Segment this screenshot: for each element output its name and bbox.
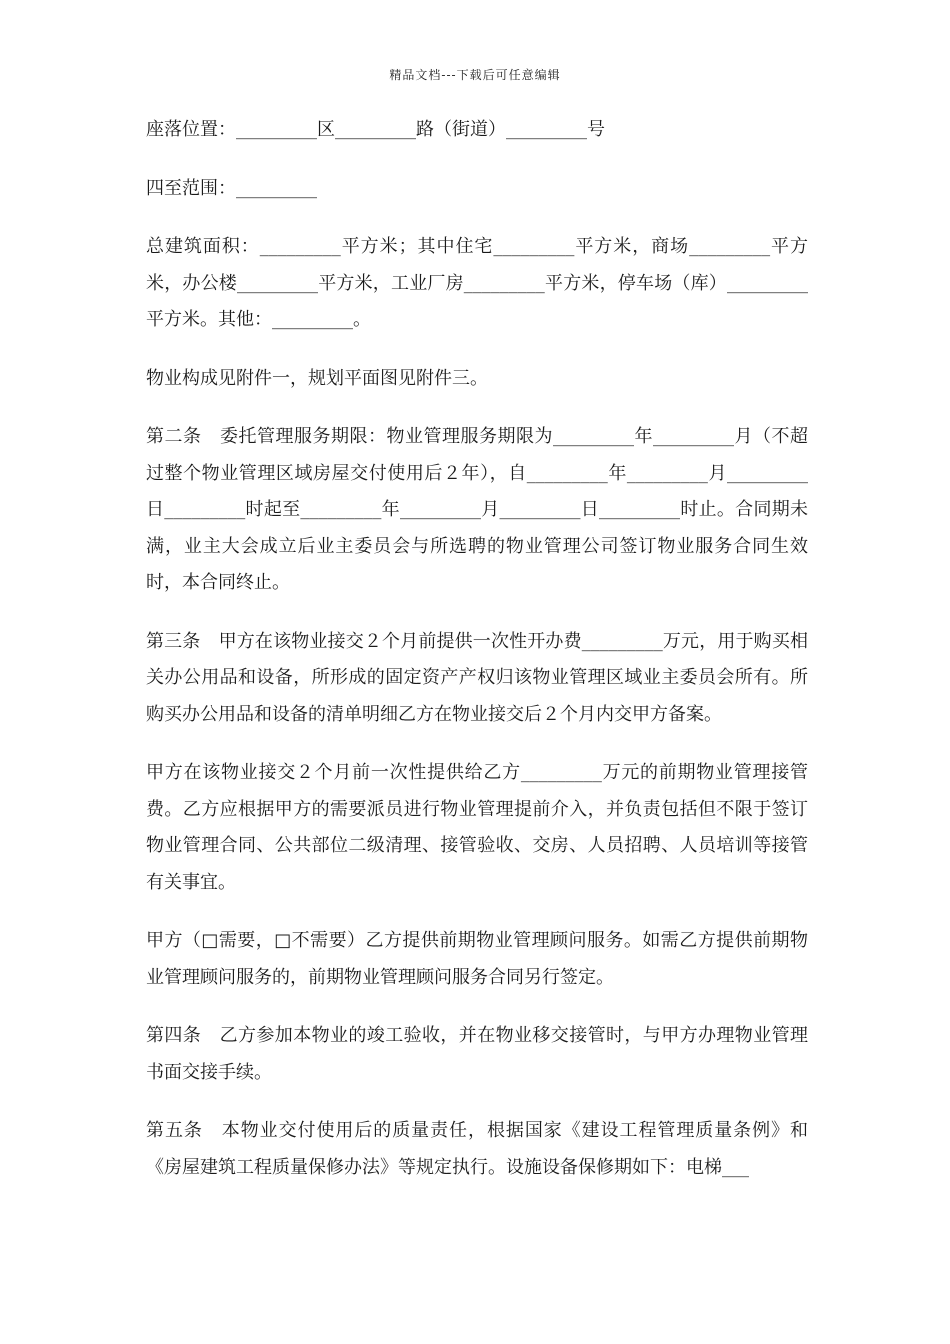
page-header: 精品文档---下载后可任意编辑 — [389, 68, 561, 82]
article-2-paragraph: 第二条 委托管理服务期限：物业管理服务期限为_________年_________月（不超过整个物业管理区域房屋交付使用后２年），自_________年_________月_________日_________时起至_________年_________月_________日_________时止。合同期未满，业主大会成立后业主委员会与所选聘的物业管理公司签订物业服务合同生效时，本合同终止。 — [146, 426, 808, 593]
attachment-paragraph: 物业构成见附件一，规划平面图见附件三。 — [146, 367, 488, 389]
consulting-service-paragraph: 甲方（□需要，□不需要）乙方提供前期物业管理顾问服务。如需乙方提供前期物业管理顾问服务的，前期物业管理顾问服务合同另行签定。 — [146, 930, 808, 988]
boundary-paragraph: 四至范围：_________ — [146, 177, 317, 199]
takeover-fee-paragraph: 甲方在该物业接交２个月前一次性提供给乙方_________万元的前期物业管理接管费。乙方应根据甲方的需要派员进行物业管理提前介入，并负责包括但不限于签订物业管理合同、公共部位二级清理、接管验收、交房、人员招聘、人员培训等接管有关事宜。 — [146, 762, 808, 893]
article-4-paragraph: 第四条 乙方参加本物业的竣工验收，并在物业移交接管时，与甲方办理物业管理书面交接手续。 — [146, 1025, 808, 1083]
location-paragraph: 座落位置：_________区_________路（街道）_________号 — [146, 119, 605, 140]
article-3-paragraph: 第三条 甲方在该物业接交２个月前提供一次性开办费_________万元，用于购买相关办公用品和设备，所形成的固定资产产权归该物业管理区域业主委员会所有。所购买办公用品和设备的清单明细乙方在物业接交后２个月内交甲方备案。 — [146, 630, 808, 725]
building-area-paragraph: 总建筑面积：_________平方米；其中住宅_________平方米，商场_________平方米，办公楼_________平方米，工业厂房_________平方米，停车场（库）_________平方米。其他：_________。 — [146, 236, 808, 330]
document-body — [146, 112, 808, 1208]
article-5-paragraph: 第五条 本物业交付使用后的质量责任，根据国家《建设工程管理质量条例》和《房屋建筑工程质量保修办法》等规定执行。设施设备保修期如下：电梯___ — [146, 1120, 808, 1178]
